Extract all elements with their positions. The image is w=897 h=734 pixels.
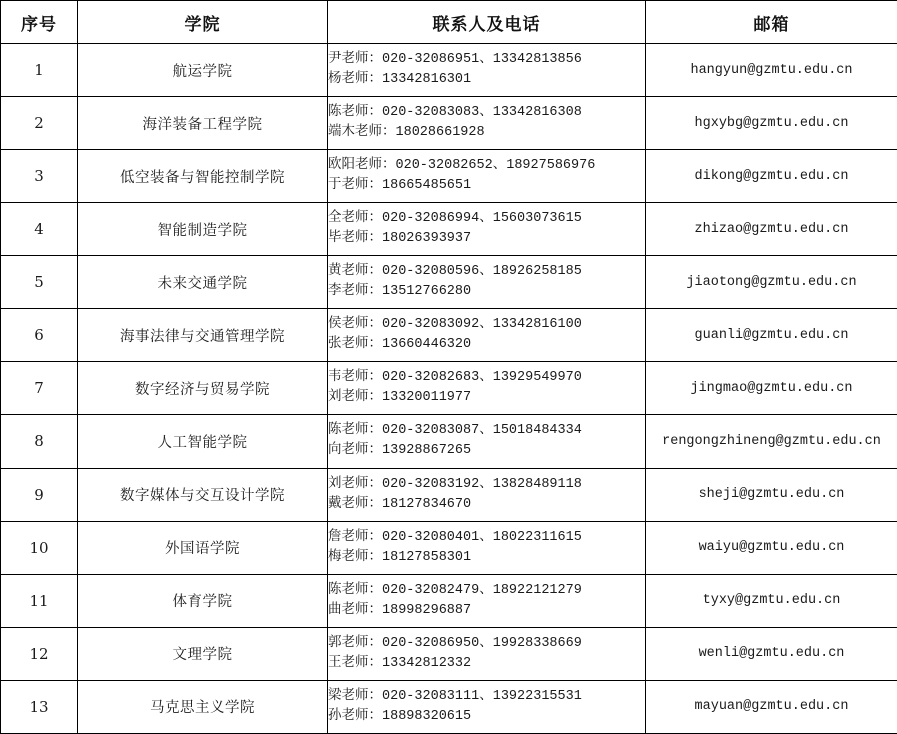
college-cell: 人工智能学院 xyxy=(78,415,328,468)
table-header xyxy=(1,1,897,44)
college-cell: 未来交通学院 xyxy=(78,256,328,309)
table-row xyxy=(1,521,897,574)
row-number-cell: 5 xyxy=(1,256,78,309)
contact-cell xyxy=(328,309,646,362)
college-cell: 海事法律与交通管理学院 xyxy=(78,309,328,362)
college-cell: 数字媒体与交互设计学院 xyxy=(78,468,328,521)
header-email: 邮箱 xyxy=(646,1,897,44)
contact-cell xyxy=(328,415,646,468)
college-cell: 智能制造学院 xyxy=(78,203,328,256)
table-row xyxy=(1,44,897,97)
contact-line-2: 孙老师：18898320615 xyxy=(328,708,472,724)
contact-line-1: 陈老师：020-32083083、13342816308 xyxy=(328,105,582,121)
table-row xyxy=(1,97,897,150)
email-cell: hgxybg@gzmtu.edu.cn xyxy=(646,97,897,150)
contact-cell xyxy=(328,521,646,574)
contact-line-1: 刘老师：020-32083192、13828489118 xyxy=(328,476,582,492)
contact-line-2: 杨老师：13342816301 xyxy=(328,72,472,88)
college-cell: 文理学院 xyxy=(78,627,328,680)
college-cell: 航运学院 xyxy=(78,44,328,97)
email-cell: zhizao@gzmtu.edu.cn xyxy=(646,203,897,256)
contact-cell xyxy=(328,362,646,415)
row-number-cell: 1 xyxy=(1,44,78,97)
contact-line-1: 郭老师：020-32086950、19928338669 xyxy=(328,635,582,651)
row-number-cell: 3 xyxy=(1,150,78,203)
college-cell: 低空装备与智能控制学院 xyxy=(78,150,328,203)
table-row xyxy=(1,415,897,468)
row-number-cell: 6 xyxy=(1,309,78,362)
email-cell: dikong@gzmtu.edu.cn xyxy=(646,150,897,203)
contact-line-2: 刘老师：13320011977 xyxy=(328,390,472,406)
table-row xyxy=(1,150,897,203)
college-cell: 体育学院 xyxy=(78,574,328,627)
contact-line-2: 梅老师：18127858301 xyxy=(328,549,472,565)
header-contact: 联系人及电话 xyxy=(328,1,646,44)
table-row xyxy=(1,468,897,521)
row-number-cell: 4 xyxy=(1,203,78,256)
college-cell: 马克思主义学院 xyxy=(78,680,328,733)
contact-line-2: 向老师：13928867265 xyxy=(328,443,472,459)
contact-cell xyxy=(328,468,646,521)
contact-line-1: 詹老师：020-32080401、18022311615 xyxy=(328,529,582,545)
row-number-cell: 9 xyxy=(1,468,78,521)
contact-line-1: 尹老师：020-32086951、13342813856 xyxy=(328,52,582,68)
header-row xyxy=(1,1,897,44)
contact-cell xyxy=(328,574,646,627)
email-cell: tyxy@gzmtu.edu.cn xyxy=(646,574,897,627)
table-row xyxy=(1,627,897,680)
row-number-cell: 2 xyxy=(1,97,78,150)
contact-line-1: 欧阳老师：020-32082652、18927586976 xyxy=(328,158,596,174)
contact-line-1: 韦老师：020-32082683、13929549970 xyxy=(328,370,582,386)
contact-line-2: 李老师：13512766280 xyxy=(328,284,472,300)
contact-line-2: 王老师：13342812332 xyxy=(328,655,472,671)
college-cell: 外国语学院 xyxy=(78,521,328,574)
contact-cell xyxy=(328,97,646,150)
email-cell: mayuan@gzmtu.edu.cn xyxy=(646,680,897,733)
header-college: 学院 xyxy=(78,1,328,44)
table-row xyxy=(1,256,897,309)
contact-line-2: 端木老师：18028661928 xyxy=(328,125,485,141)
email-cell: waiyu@gzmtu.edu.cn xyxy=(646,521,897,574)
header-no: 序号 xyxy=(1,1,78,44)
contact-cell xyxy=(328,44,646,97)
college-cell: 数字经济与贸易学院 xyxy=(78,362,328,415)
row-number-cell: 13 xyxy=(1,680,78,733)
table-row xyxy=(1,309,897,362)
row-number-cell: 11 xyxy=(1,574,78,627)
email-cell: rengongzhineng@gzmtu.edu.cn xyxy=(646,415,897,468)
email-cell: guanli@gzmtu.edu.cn xyxy=(646,309,897,362)
row-number-cell: 12 xyxy=(1,627,78,680)
contact-cell xyxy=(328,256,646,309)
contact-line-2: 曲老师：18998296887 xyxy=(328,602,472,618)
contact-cell xyxy=(328,203,646,256)
table-row xyxy=(1,362,897,415)
row-number-cell: 10 xyxy=(1,521,78,574)
contact-cell xyxy=(328,680,646,733)
email-cell: wenli@gzmtu.edu.cn xyxy=(646,627,897,680)
contact-line-1: 全老师：020-32086994、15603073615 xyxy=(328,211,582,227)
row-number-cell: 8 xyxy=(1,415,78,468)
contact-cell xyxy=(328,150,646,203)
contact-line-2: 戴老师：18127834670 xyxy=(328,496,472,512)
contact-line-2: 毕老师：18026393937 xyxy=(328,231,472,247)
contact-line-2: 张老师：13660446320 xyxy=(328,337,472,353)
table-body xyxy=(1,44,897,734)
contact-cell xyxy=(328,627,646,680)
college-cell: 海洋装备工程学院 xyxy=(78,97,328,150)
contact-line-1: 梁老师：020-32083111、13922315531 xyxy=(328,688,582,704)
contact-line-1: 陈老师：020-32082479、18922121279 xyxy=(328,582,582,598)
email-cell: jingmao@gzmtu.edu.cn xyxy=(646,362,897,415)
table-row xyxy=(1,574,897,627)
email-cell: jiaotong@gzmtu.edu.cn xyxy=(646,256,897,309)
contact-line-2: 于老师：18665485651 xyxy=(328,178,472,194)
contact-line-1: 侯老师：020-32083092、13342816100 xyxy=(328,317,582,333)
contact-line-1: 黄老师：020-32080596、18926258185 xyxy=(328,264,582,280)
table-row xyxy=(1,680,897,733)
table-row xyxy=(1,203,897,256)
email-cell: sheji@gzmtu.edu.cn xyxy=(646,468,897,521)
contact-line-1: 陈老师：020-32083087、15018484334 xyxy=(328,423,582,439)
email-cell: hangyun@gzmtu.edu.cn xyxy=(646,44,897,97)
row-number-cell: 7 xyxy=(1,362,78,415)
